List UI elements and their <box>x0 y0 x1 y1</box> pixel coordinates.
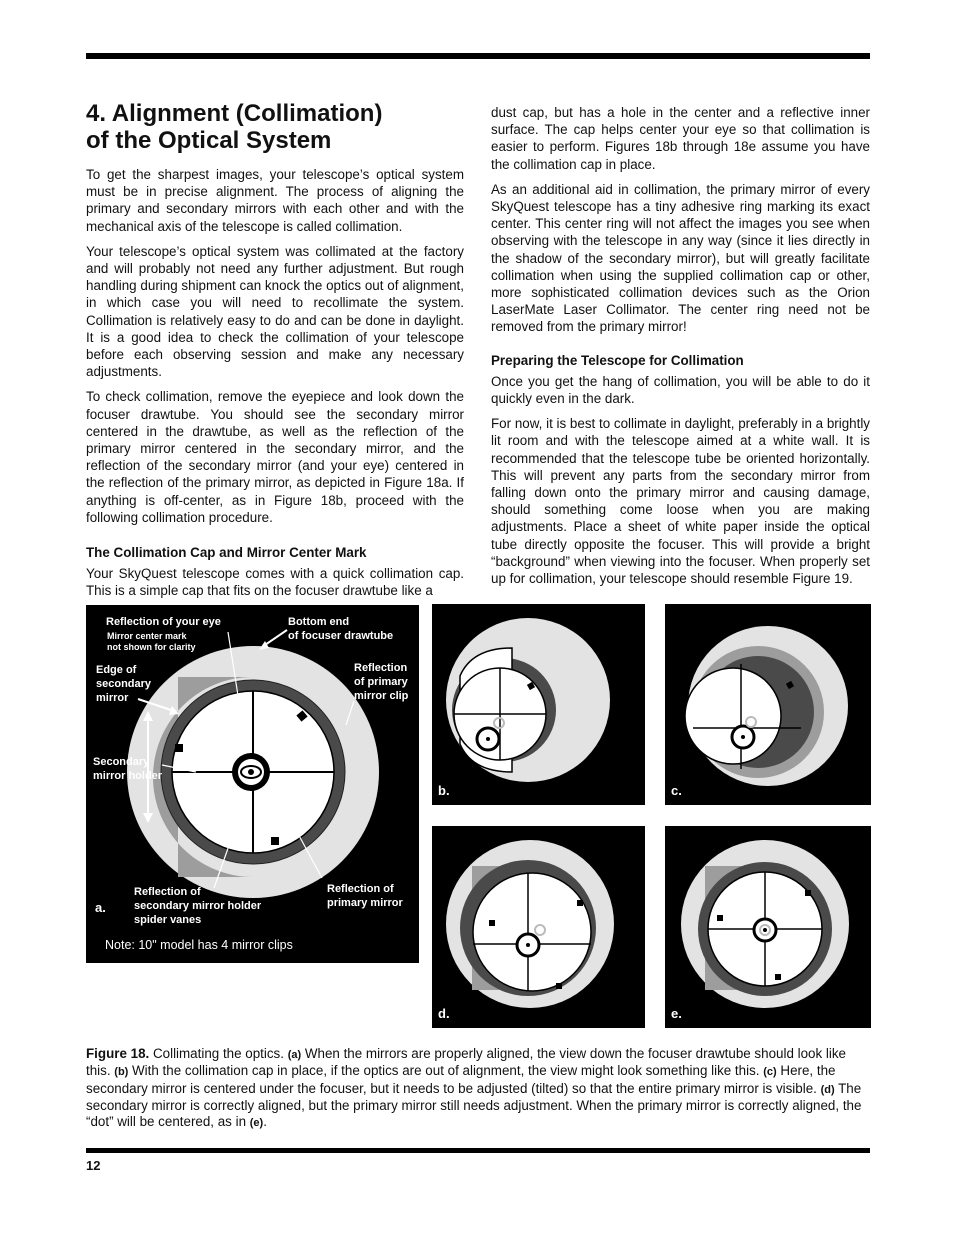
paragraph: dust cap, but has a hole in the center and a reflective inner surface. The cap helps center your eye so that collimation is easier to perform. Figures 18b through 18e assume you have the collimation cap in place. <box>491 105 870 172</box>
subheading-collimation-cap: The Collimation Cap and Mirror Center Mark <box>86 545 367 561</box>
title-line-1: 4. Alignment (Collimation) <box>86 100 383 127</box>
mirror-clip <box>271 837 279 845</box>
label-edge-1: Edge of <box>96 664 137 676</box>
label-bottom-end-2: of focuser drawtube <box>288 630 394 642</box>
figure-18b <box>432 604 645 805</box>
section-title <box>86 100 464 154</box>
figure-letter-c: c. <box>671 783 682 798</box>
label-vanes-3: spider vanes <box>134 914 202 926</box>
label-clip-1: Reflection <box>354 662 408 674</box>
center-dot <box>486 737 490 741</box>
figure-letter-e: e. <box>671 1006 682 1021</box>
center-dot <box>741 735 745 739</box>
caption-text: . <box>263 1114 267 1130</box>
eye-pupil <box>248 769 254 775</box>
caption-text: When the mirrors are properly aligned, the view down the focuser drawtube should look like this. <box>86 1046 846 1079</box>
figure-18d <box>432 826 645 1028</box>
mirror-clip <box>489 920 495 926</box>
mirror-clip <box>805 890 811 896</box>
figure-note: Note: 10" model has 4 mirror clips <box>105 938 293 952</box>
mirror-clip <box>775 974 781 980</box>
paragraph: Your SkyQuest telescope comes with a quick collimation cap. This is a simple cap that fits on the focuser drawtube like a <box>86 566 464 599</box>
paragraph: Once you get the hang of collimation, you will be able to do it quickly even in the dark. <box>491 373 870 407</box>
label-holder-2: mirror holder <box>93 770 163 782</box>
label-bottom-end-1: Bottom end <box>288 616 350 628</box>
mirror-clip <box>556 983 562 989</box>
figure-letter-b: b. <box>438 783 450 798</box>
right-column <box>491 104 870 595</box>
label-holder-1: Secondary <box>93 756 150 768</box>
paragraph: As an additional aid in collimation, the primary mirror of every SkyQuest telescope has a tiny adhesive ring marking its exact center. This center ring will not affect the images you see when observing with the telescope in any way (since it lies directly in the shadow of the secondary mirror), but will greatly facilitate collimation when using the supplied collimation cap or other, more sophisticated collimation devices such as the Orion LaserMate Laser Collimator. The center ring need not be removed from the primary mirror! <box>491 181 870 335</box>
caption-text: Collimating the optics. <box>149 1046 288 1061</box>
paragraph: To check collimation, remove the eyepiece and look down the focuser drawtube. You should see the secondary mirror centered in the drawtube, as well as the reflection of the primary mirror centered in the secondary mirror, and the reflection of the secondary mirror (and your eye) centered in the reflection of the primary mirror, as depicted in Figure 18a. If anything is off-center, as in Figure 18b, proceed with the following collimation procedure. <box>86 389 464 525</box>
mirror-clip <box>717 915 723 921</box>
paragraph: For now, it is best to collimate in daylight, preferably in a brightly lit room and with the telescope aimed at a white wall. It is recommended that the telescope tube be oriented horizontally. This will prevent any parts from the secondary mirror from falling down onto the primary mirror and causing damage, should something come loose when you are making adjustments. Place a sheet of white paper inside the optical tube directly opposite the focuser. This will provide a bright “background” when viewing into the focuser. When properly set up for collimation, your telescope should resemble Figure 19. <box>491 416 870 587</box>
left-column <box>86 100 464 608</box>
caption-tag: (b) <box>114 1066 129 1079</box>
label-edge-2: secondary <box>96 678 152 690</box>
title-line-2: of the Optical System <box>86 127 332 154</box>
label-clip-2: of primary <box>354 676 408 688</box>
caption-text: The secondary mirror is correctly aligned, but the primary mirror still needs adjustment. When the primary mirror is correctly aligned, the “dot” will be centered, as in <box>86 1080 862 1130</box>
figure-18a <box>86 605 419 963</box>
label-vanes-2: secondary mirror holder <box>134 900 262 912</box>
label-clip-3: mirror clip <box>354 690 409 702</box>
caption-tag: (c) <box>763 1066 777 1079</box>
figure-caption <box>86 1046 870 1131</box>
figure-letter-d: d. <box>438 1006 450 1021</box>
center-dot <box>763 928 767 932</box>
mirror-clip <box>175 744 183 752</box>
caption-text: With the collimation cap in place, if the optics are out of alignment, the view might look something like this. <box>128 1063 764 1079</box>
subheading-preparing: Preparing the Telescope for Collimation <box>491 352 744 368</box>
label-primary-2: primary mirror <box>327 897 403 909</box>
label-reflection-eye: Reflection of your eye <box>106 616 221 628</box>
label-primary-1: Reflection of <box>327 883 394 895</box>
figure-letter-a: a. <box>95 900 106 915</box>
caption-tag: (e) <box>249 1117 264 1130</box>
label-center-mark-1: Mirror center mark <box>107 631 187 641</box>
bottom-rule <box>86 1148 870 1153</box>
caption-text: Here, the secondary mirror is centered under the focuser, but it needs to be adjusted (tilted) so that the entire primary mirror is visible. <box>86 1063 836 1096</box>
top-rule <box>86 53 870 59</box>
caption-tag: (d) <box>820 1083 835 1096</box>
paragraph: To get the sharpest images, your telescope’s optical system must be in precise alignment. The process of aligning the primary and secondary mirrors with each other and with the mechanical axis of the telescope is called collimation. <box>86 167 464 234</box>
caption-figure-label: Figure 18. <box>86 1046 150 1061</box>
mirror-clip <box>577 900 583 906</box>
figure-18e <box>665 826 871 1028</box>
primary-reflection-inner <box>473 873 591 991</box>
paragraph: Your telescope’s optical system was collimated at the factory and will probably not need any further adjustment. But rough handling during shipment can knock the optics out of alignment, in which case you will need to recollimate the system. Collimation is relatively easy to do and can be done in daylight. It is a good idea to check the collimation of your telescope before each observing session and make any necessary adjustments. <box>86 243 464 380</box>
primary-reflection-inner <box>685 668 781 764</box>
figure-18c <box>665 604 871 805</box>
label-vanes-1: Reflection of <box>134 886 201 898</box>
caption-tag: (a) <box>287 1049 302 1061</box>
label-center-mark-2: not shown for clarity <box>107 642 196 652</box>
page-number: 12 <box>86 1158 101 1173</box>
center-dot <box>526 943 530 947</box>
label-edge-3: mirror <box>96 692 129 704</box>
